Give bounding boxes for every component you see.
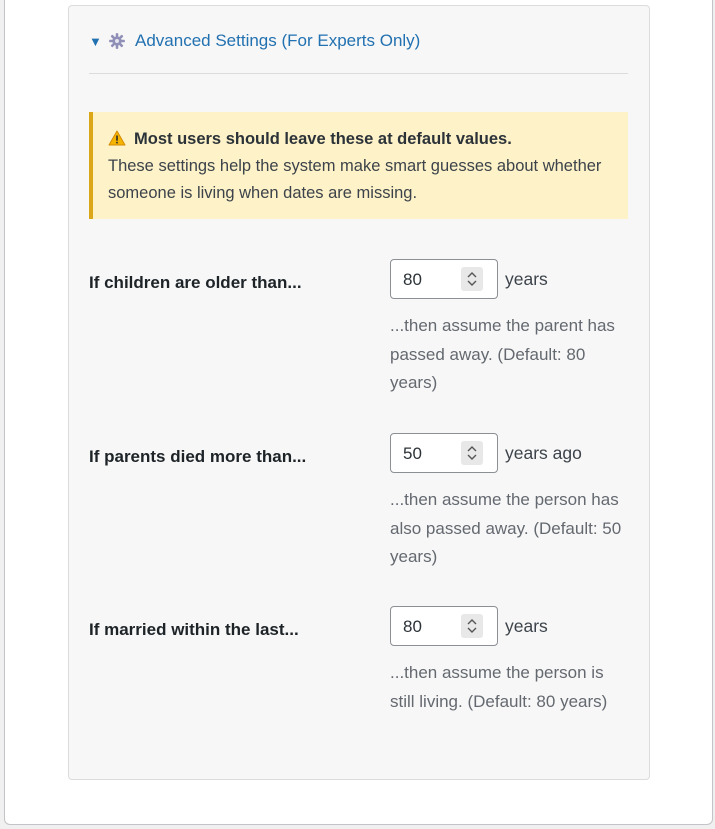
parents-died-input[interactable] (390, 433, 498, 473)
setting-label: If children are older than... (89, 273, 302, 292)
setting-help: ...then assume the parent has passed away. (Default: 80 years) (390, 316, 615, 392)
spinner-icon[interactable] (461, 441, 483, 465)
notice-title: Most users should leave these at default values. (134, 130, 512, 148)
unit-label: years (505, 615, 548, 636)
advanced-settings-toggle[interactable] (89, 28, 420, 54)
input-value: 80 (403, 617, 422, 636)
divider (89, 73, 628, 74)
advanced-settings-panel (68, 5, 650, 780)
setting-label: If married within the last... (89, 620, 299, 639)
unit-label: years ago (505, 442, 582, 463)
triangle-down-icon: ▼ (89, 33, 102, 49)
spinner-icon[interactable] (461, 614, 483, 638)
input-value: 50 (403, 444, 422, 463)
setting-control (390, 433, 582, 473)
gear-icon (108, 32, 126, 50)
setting-help: ...then assume the person is still living. (Default: 80 years) (390, 663, 608, 711)
unit-label: years (505, 268, 548, 289)
setting-help: ...then assume the person has also passed away. (Default: 50 years) (390, 490, 622, 566)
married-within-input[interactable] (390, 606, 498, 646)
advanced-settings-label: Advanced Settings (For Experts Only) (135, 31, 421, 50)
warning-icon (108, 130, 126, 146)
children-age-input[interactable] (390, 259, 498, 299)
notice-body: These settings help the system make smart guesses about whether someone is living when dates are missing. (108, 157, 602, 202)
input-value: 80 (403, 270, 422, 289)
warning-notice (89, 112, 628, 219)
setting-label: If parents died more than... (89, 447, 307, 466)
setting-control (390, 606, 548, 646)
setting-control (390, 259, 548, 299)
spinner-icon[interactable] (461, 267, 483, 291)
